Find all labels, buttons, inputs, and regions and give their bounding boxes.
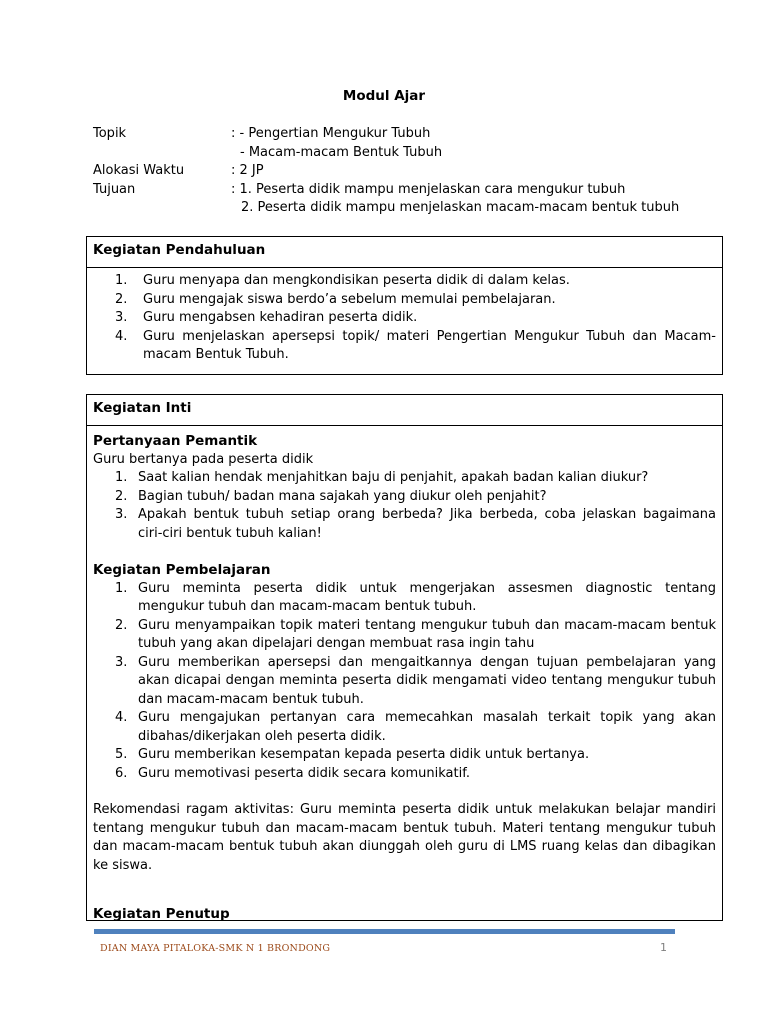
meta-spacer [93,144,231,163]
list-number: 6. [115,765,128,781]
list-item [93,506,716,543]
meta-tujuan [93,181,733,200]
spacer [93,875,716,905]
inti-body [87,426,722,924]
rekomendasi-paragraph: Rekomendasi ragam aktivitas: Guru meminta peserta didik untuk melakukan belajar mandiri tentang mengukur tubuh dan macam-macam bentuk tubuh. Materi tentang mengukur tubuh dan macam-macam bentuk tubuh akan diunggah oleh guru di LMS ruang kelas dan dibagikan ke siswa. [93,802,716,873]
list-number: 2. [115,617,128,633]
module-meta [93,125,733,218]
inti-box [86,394,723,921]
list-text: Guru memotivasi peserta didik secara komunikatif. [138,765,470,781]
meta-alokasi [93,162,733,181]
list-number: 2. [115,488,128,504]
meta-tujuan-label: Tujuan [93,181,136,197]
list-number: 3. [115,507,128,522]
list-text: Guru memberikan apersepsi dan mengaitkannya dengan tujuan pembelajaran yang akan dicapai dengan meminta peserta didik mengamati video tentang mengukur tubuh dan macam-macam bentuk tubuh. [138,654,716,707]
footer-bar [94,929,675,934]
pemantik-intro: Guru bertanya pada peserta didik [93,451,314,467]
list-number: 1. [115,470,128,485]
list-item [93,580,716,617]
meta-topik-label: Topik [93,126,127,141]
page-title: Modul Ajar [342,88,426,104]
meta-topik-value-1: : - Pengertian Mengukur Tubuh [231,126,431,141]
pemantik-list [93,469,716,543]
list-text: Guru menjelaskan apersepsi topik/ materi Pengertian Mengukur Tubuh dan Macam-macam Bentuk Tubuh. [143,328,716,362]
meta-tujuan-value-1: : 1. Peserta didik mampu menjelaskan cara mengukur tubuh [231,181,626,197]
meta-topik-value-2: - Macam-macam Bentuk Tubuh [240,144,443,160]
list-number: 4. [115,328,128,344]
list-item [93,709,716,746]
list-item [93,309,716,328]
list-number: 3. [115,654,128,670]
list-item [93,328,716,365]
meta-topik [93,125,733,144]
meta-alokasi-value: : 2 JP [231,163,264,178]
footer-page-number: 1 [660,941,667,954]
penutup-heading: Kegiatan Penutup [93,906,230,922]
list-item [93,654,716,710]
pendahuluan-box [86,236,723,375]
list-item [93,746,716,765]
list-number: 4. [115,710,128,725]
list-number: 1. [115,273,128,288]
list-number: 1. [115,580,128,596]
list-item [93,765,716,784]
meta-alokasi-label: Alokasi Waktu [93,163,185,178]
list-text: Apakah bentuk tubuh setiap orang berbeda? Jika berbeda, coba jelaskan bagaimana ciri-ciri bentuk tubuh kalian! [138,507,716,541]
pembelajaran-heading: Kegiatan Pembelajaran [93,562,271,578]
meta-spacer [93,199,231,218]
list-item [93,488,716,507]
inti-heading: Kegiatan Inti [87,395,722,426]
list-text: Guru mengabsen kehadiran peserta didik. [143,310,418,325]
list-item [93,291,716,310]
list-text: Guru menyapa dan mengkondisikan peserta didik di dalam kelas. [143,273,570,288]
list-text: Bagian tubuh/ badan mana sajakah yang diukur oleh penjahit? [138,488,547,504]
pendahuluan-list [93,272,716,365]
list-text: Guru meminta peserta didik untuk mengerjakan assesmen diagnostic tentang mengukur tubuh dan macam-macam bentuk tubuh. [138,580,716,614]
pendahuluan-heading: Kegiatan Pendahuluan [87,237,722,268]
list-number: 3. [115,310,128,325]
list-text: Guru mengajak siswa berdo’a sebelum memulai pembelajaran. [143,291,556,307]
meta-topik-row-2 [93,144,733,163]
pembelajaran-list [93,580,716,784]
meta-tujuan-row-2 [93,199,733,218]
list-text: Saat kalian hendak menjahitkan baju di penjahit, apakah badan kalian diukur? [138,470,649,485]
footer-author: DIAN MAYA PITALOKA-SMK N 1 BRONDONG [100,943,331,954]
list-number: 2. [115,291,128,307]
list-item [93,469,716,488]
list-item [93,617,716,654]
list-text: Guru memberikan kesempatan kepada peserta didik untuk bertanya. [138,747,590,762]
list-item [93,272,716,291]
list-text: Guru menyampaikan topik materi tentang mengukur tubuh dan macam-macam bentuk tubuh yang akan dipelajari dengan membuat rasa ingin tahu [138,617,716,651]
pemantik-heading: Pertanyaan Pemantik [93,433,258,449]
list-number: 5. [115,747,128,762]
spacer [93,543,716,561]
spacer [93,783,716,801]
list-text: Guru mengajukan pertanyan cara memecahkan masalah terkait topik yang akan dibahas/dikerjakan oleh peserta didik. [138,710,716,744]
meta-tujuan-value-2: 2. Peserta didik mampu menjelaskan macam-macam bentuk tubuh [241,200,680,215]
pendahuluan-body [87,268,722,365]
